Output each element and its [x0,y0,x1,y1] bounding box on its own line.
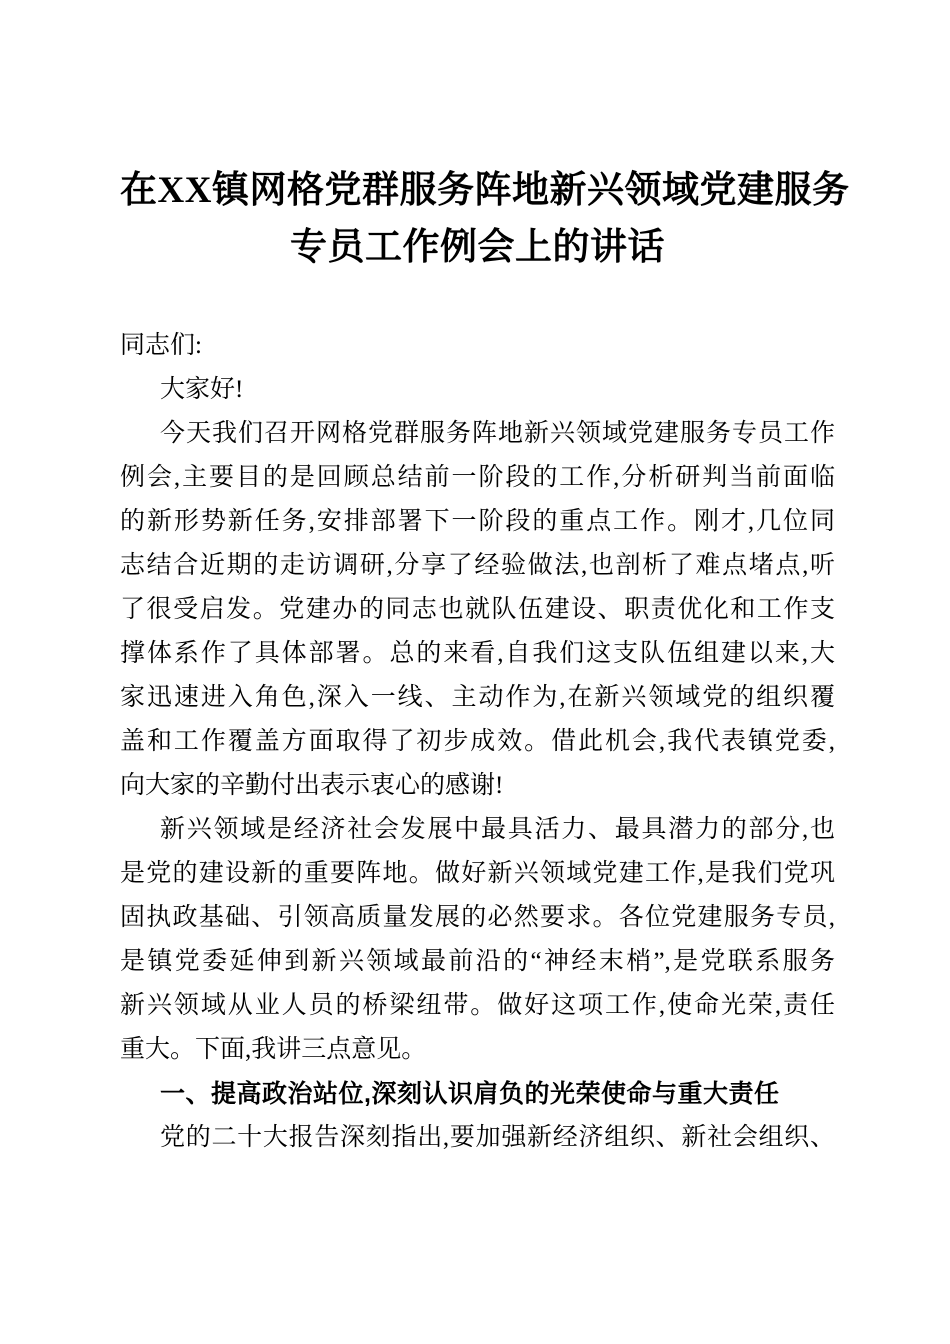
body-line: 党的二十大报告深刻指出,要加强新经济组织、新社会组织、 [160,1124,835,1151]
body-line: 是党的建设新的重要阵地。做好新兴领域党建工作,是我们党巩 [120,860,835,887]
body-line: 盖和工作覆盖方面取得了初步成效。借此机会,我代表镇党委, [120,728,835,755]
body-line: 是镇党委延伸到新兴领域最前沿的“神经末梢”,是党联系服务 [120,948,835,975]
document-body [120,324,835,1160]
body-line: 了很受启发。党建办的同志也就队伍建设、职责优化和工作支 [120,596,835,623]
document-title-line-2: 专员工作例会上的讲话 [290,227,665,268]
body-line: 重大。下面,我讲三点意见。 [120,1036,427,1063]
body-line: 家迅速进入角色,深入一线、主动作为,在新兴领域党的组织覆 [120,684,835,711]
section-heading-1: 一、提高政治站位,深刻认识肩负的光荣使命与重大责任 [160,1080,780,1108]
body-line: 的新形势新任务,安排部署下一阶段的重点工作。刚才,几位同 [120,508,835,535]
body-line: 新兴领域是经济社会发展中最具活力、最具潜力的部分,也 [160,816,835,843]
body-line: 新兴领域从业人员的桥梁纽带。做好这项工作,使命光荣,责任 [120,992,835,1019]
body-line: 志结合近期的走访调研,分享了经验做法,也剖析了难点堵点,听 [120,552,835,579]
document-title [120,162,850,276]
body-line-salutation: 同志们: [120,332,202,359]
body-line: 固执政基础、引领高质量发展的必然要求。各位党建服务专员, [120,904,835,931]
body-line: 例会,主要目的是回顾总结前一阶段的工作,分析研判当前面临 [120,464,835,491]
body-line: 大家好! [160,376,244,403]
body-line: 向大家的辛勤付出表示衷心的感谢! [120,772,504,799]
body-line: 撑体系作了具体部署。总的来看,自我们这支队伍组建以来,大 [120,640,835,667]
document-title-line-1: 在XX镇网格党群服务阵地新兴领域党建服务 [120,170,850,211]
body-line: 今天我们召开网格党群服务阵地新兴领域党建服务专员工作 [160,420,835,447]
